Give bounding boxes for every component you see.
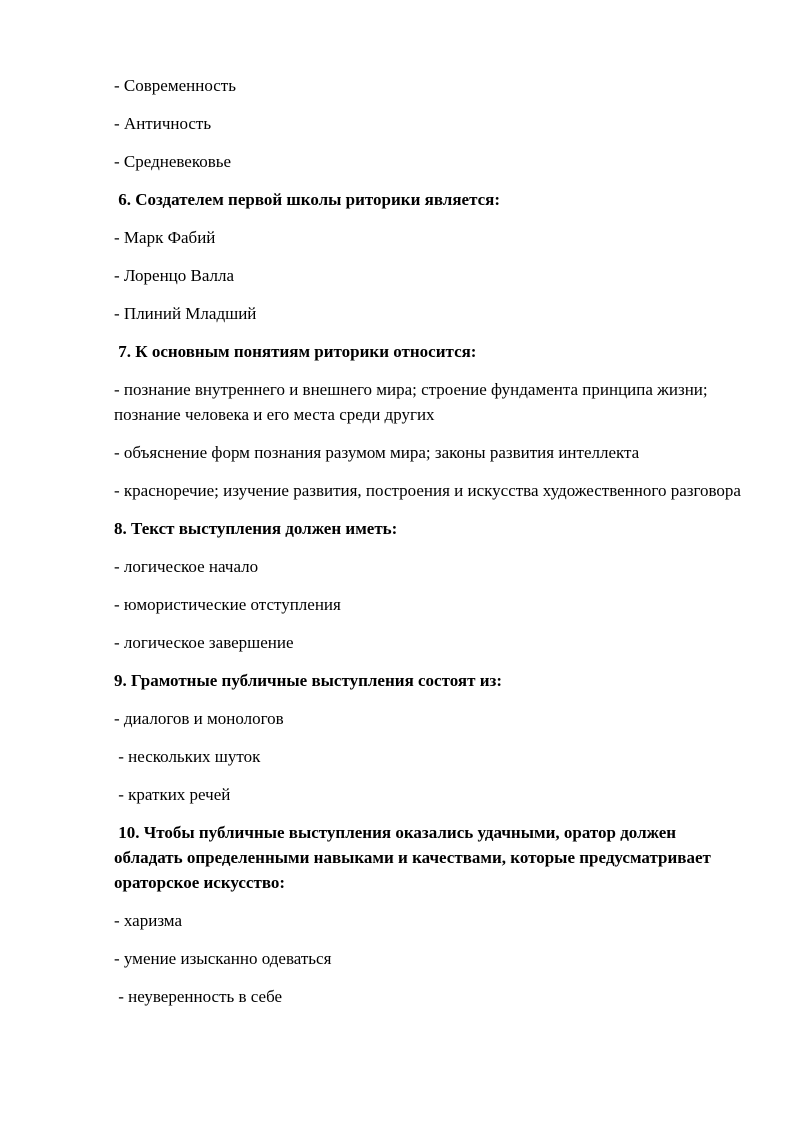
answer-option: - Средневековье xyxy=(114,152,232,171)
question-heading: 8. Текст выступления должен иметь: xyxy=(114,519,398,538)
answer-option: - юмористические отступления xyxy=(114,595,341,614)
answer-option: - познание внутреннего и внешнего мира; строение фундамента принципа жизни; познание человека и его места среди других xyxy=(114,380,712,424)
answer-option: - красноречие; изучение развития, построения и искусства художественного разговора xyxy=(114,481,741,500)
document-page xyxy=(114,73,746,1009)
question-heading: 7. К основным понятиям риторики относится: xyxy=(114,342,477,361)
answer-option: - харизма xyxy=(114,911,182,930)
question-heading: 9. Грамотные публичные выступления состоят из: xyxy=(114,671,502,690)
answer-option: - Плиний Младший xyxy=(114,304,257,323)
answer-option: - Марк Фабий xyxy=(114,228,216,247)
answer-option: - умение изысканно одеваться xyxy=(114,949,332,968)
question-heading: 6. Создателем первой школы риторики является: xyxy=(114,190,501,209)
answer-option: - диалогов и монологов xyxy=(114,709,284,728)
answer-option: - объяснение форм познания разумом мира; законы развития интеллекта xyxy=(114,443,640,462)
answer-option: - Современность xyxy=(114,76,236,95)
answer-option: - Античность xyxy=(114,114,212,133)
answer-option: - нескольких шуток xyxy=(114,747,261,766)
answer-option: - логическое начало xyxy=(114,557,259,576)
answer-option: - кратких речей xyxy=(114,785,231,804)
answer-option: - логическое завершение xyxy=(114,633,294,652)
question-heading: 10. Чтобы публичные выступления оказались удачными, оратор должен обладать определенными навыками и качествами, которые предусматривает ораторское искусство: xyxy=(114,823,716,892)
answer-option: - Лоренцо Валла xyxy=(114,266,235,285)
answer-option: - неуверенность в себе xyxy=(114,987,283,1006)
